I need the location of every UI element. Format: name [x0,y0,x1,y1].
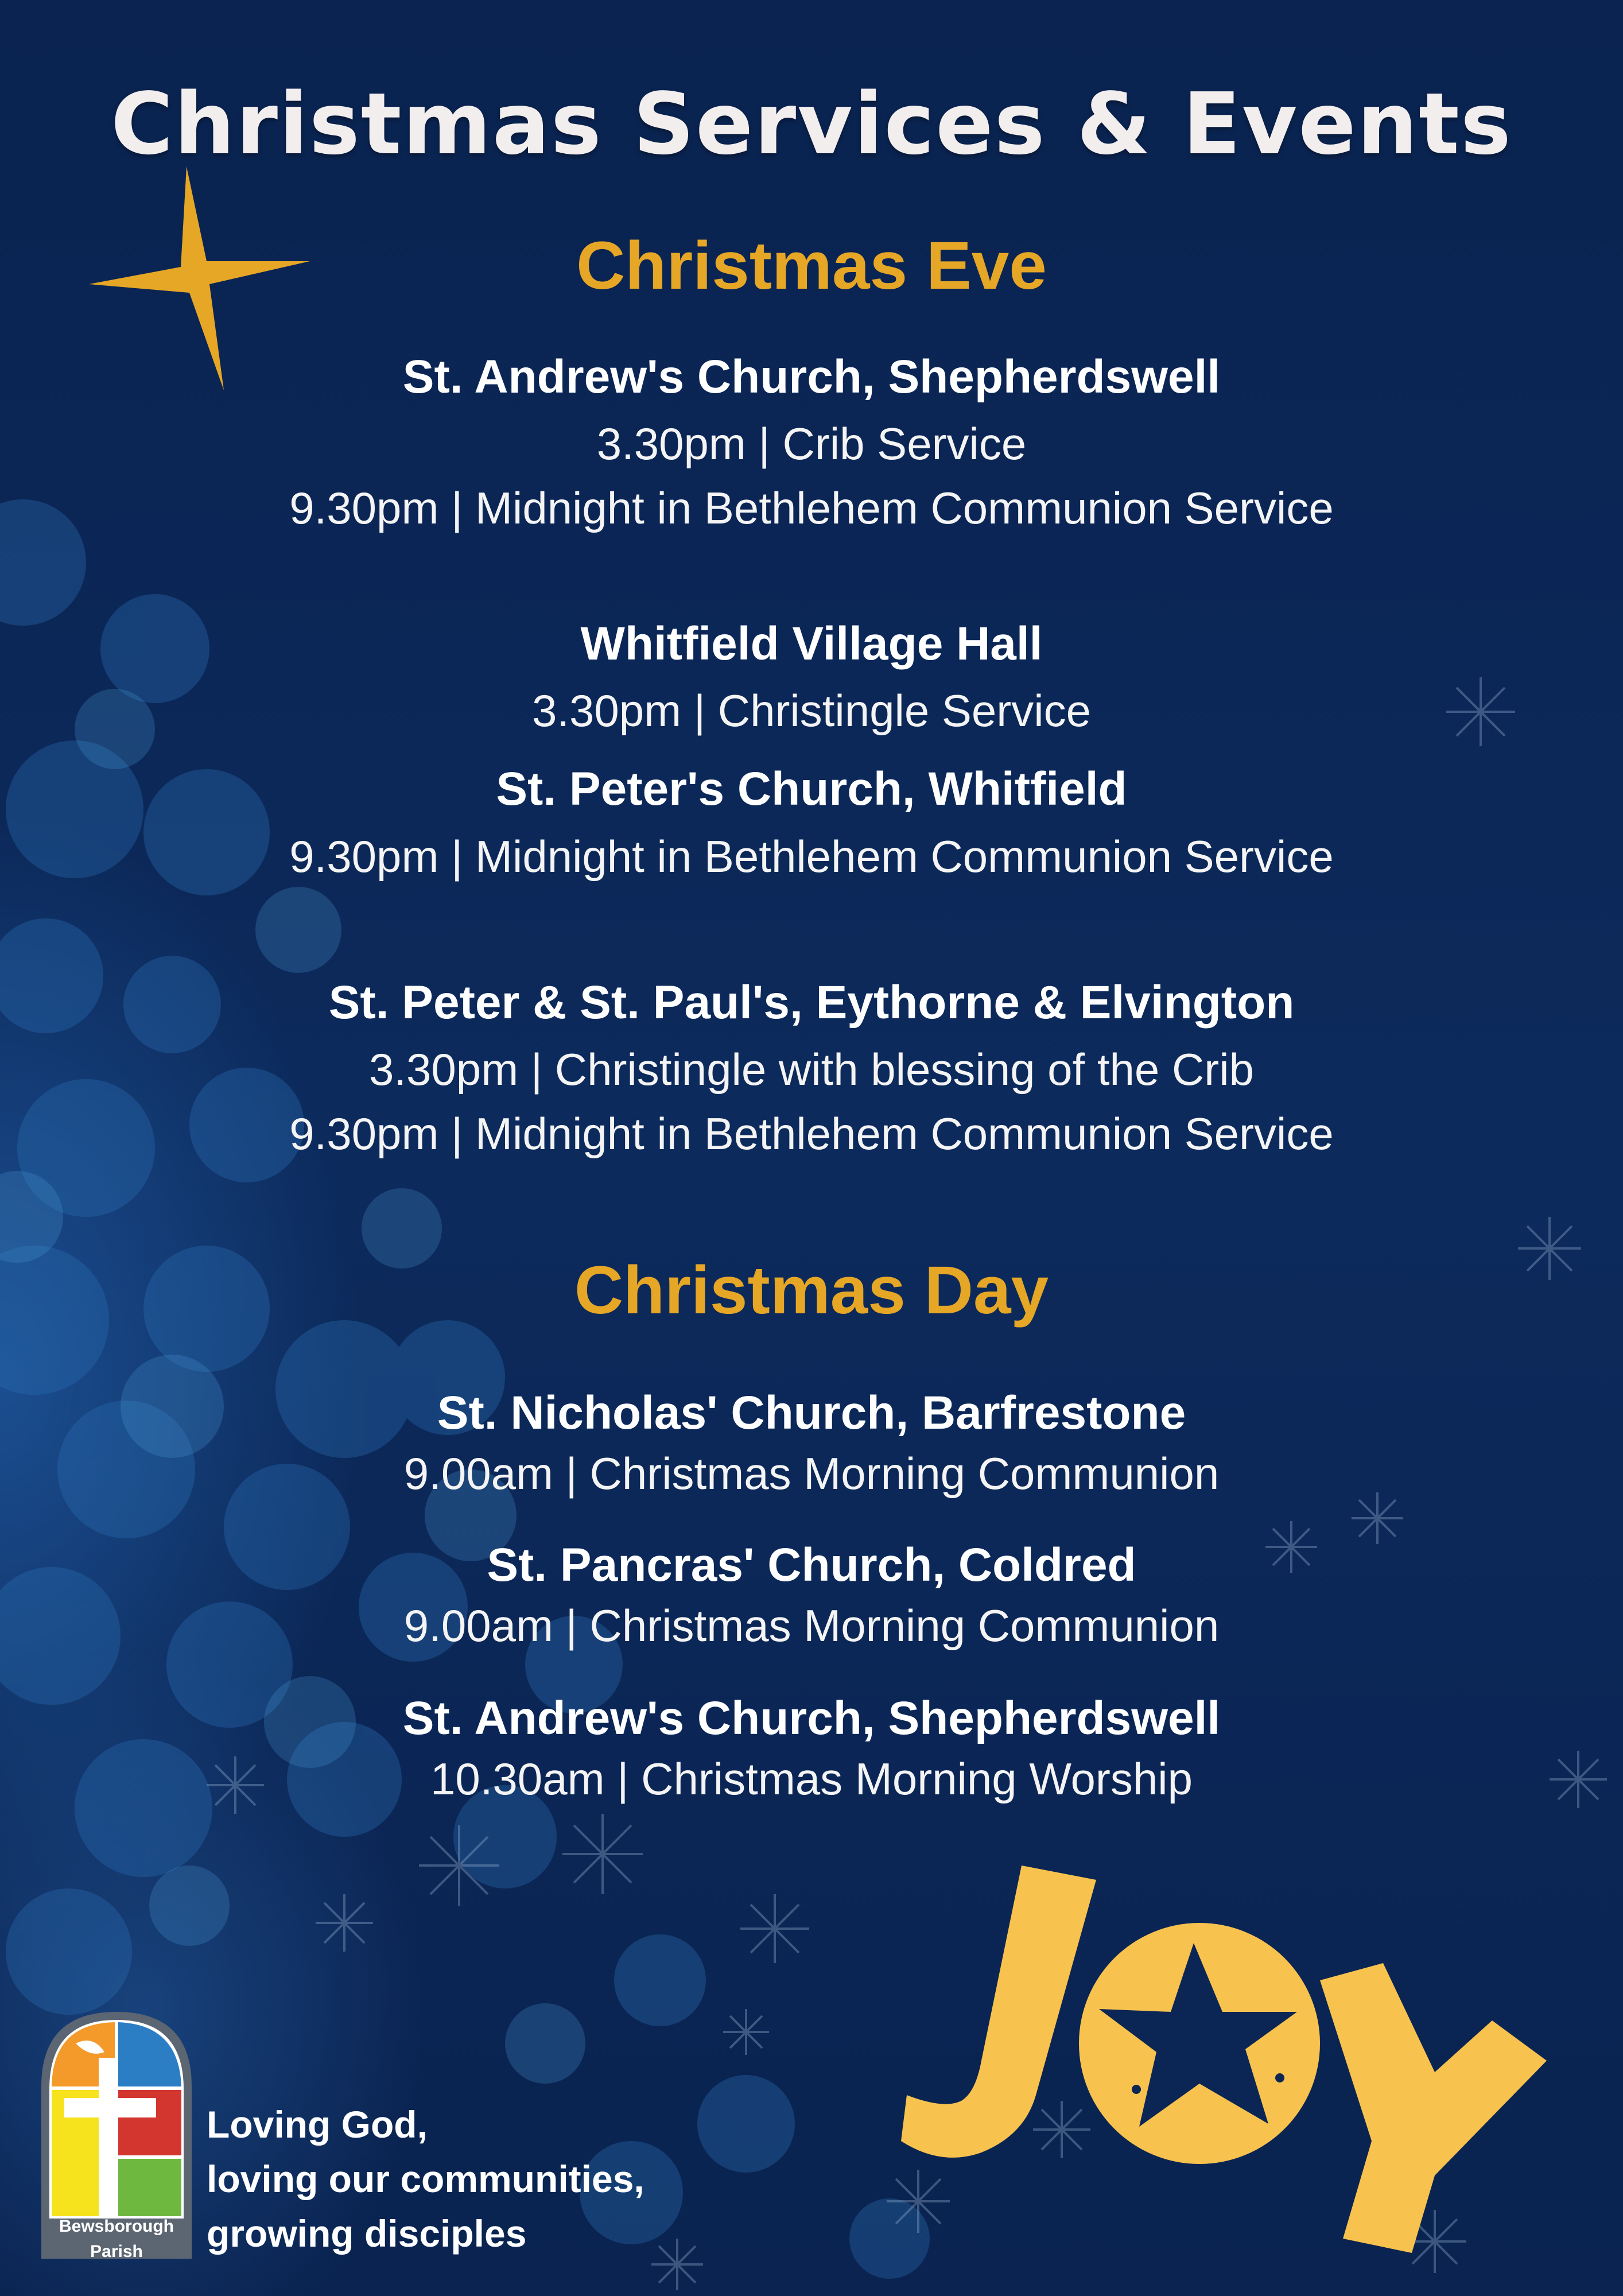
service-communion-coldred: 9.00am | Christmas Morning Communion [403,1600,1220,1651]
joy-lettering-icon [895,1854,1555,2256]
service-midnight-eythorne: 9.30pm | Midnight in Bethlehem Communion Service [289,1108,1334,1159]
venue-shepherdswell-eve: St. Andrew's Church, Shepherdswell [402,351,1221,403]
section-heading-christmas-eve: Christmas Eve [576,228,1047,304]
service-crib: 3.30pm | Crib Service [596,418,1027,469]
venue-whitfield-hall: Whitfield Village Hall [580,618,1043,670]
service-midnight-whitfield: 9.30pm | Midnight in Bethlehem Communion Service [289,831,1334,882]
section-heading-christmas-day: Christmas Day [574,1252,1049,1328]
service-communion-barfrestone: 9.00am | Christmas Morning Communion [403,1448,1220,1499]
venue-eythorne-elvington: St. Peter & St. Paul's, Eythorne & Elvington [328,976,1295,1029]
tagline-line-2: loving our communities, [207,2158,644,2200]
service-midnight-shepherdswell: 9.30pm | Midnight in Bethlehem Communion Service [289,483,1334,533]
service-christingle-eythorne: 3.30pm | Christingle with blessing of the Crib [369,1044,1254,1095]
page-title: Christmas Services & Events [111,75,1512,173]
logo-name-line-2: Parish [90,2242,143,2261]
venue-st-peters-whitfield: St. Peter's Church, Whitfield [496,763,1127,815]
venue-coldred: St. Pancras' Church, Coldred [487,1539,1136,1591]
venue-barfrestone: St. Nicholas' Church, Barfrestone [437,1387,1186,1439]
tagline-line-1: Loving God, [207,2103,428,2146]
venue-shepherdswell-day: St. Andrew's Church, Shepherdswell [402,1692,1221,1744]
logo-name-line-1: Bewsborough [59,2217,174,2236]
service-worship-shepherdswell: 10.30am | Christmas Morning Worship [430,1754,1193,1804]
tagline-line-3: growing disciples [207,2212,527,2255]
service-christingle-whitfield: 3.30pm | Christingle Service [531,685,1091,736]
